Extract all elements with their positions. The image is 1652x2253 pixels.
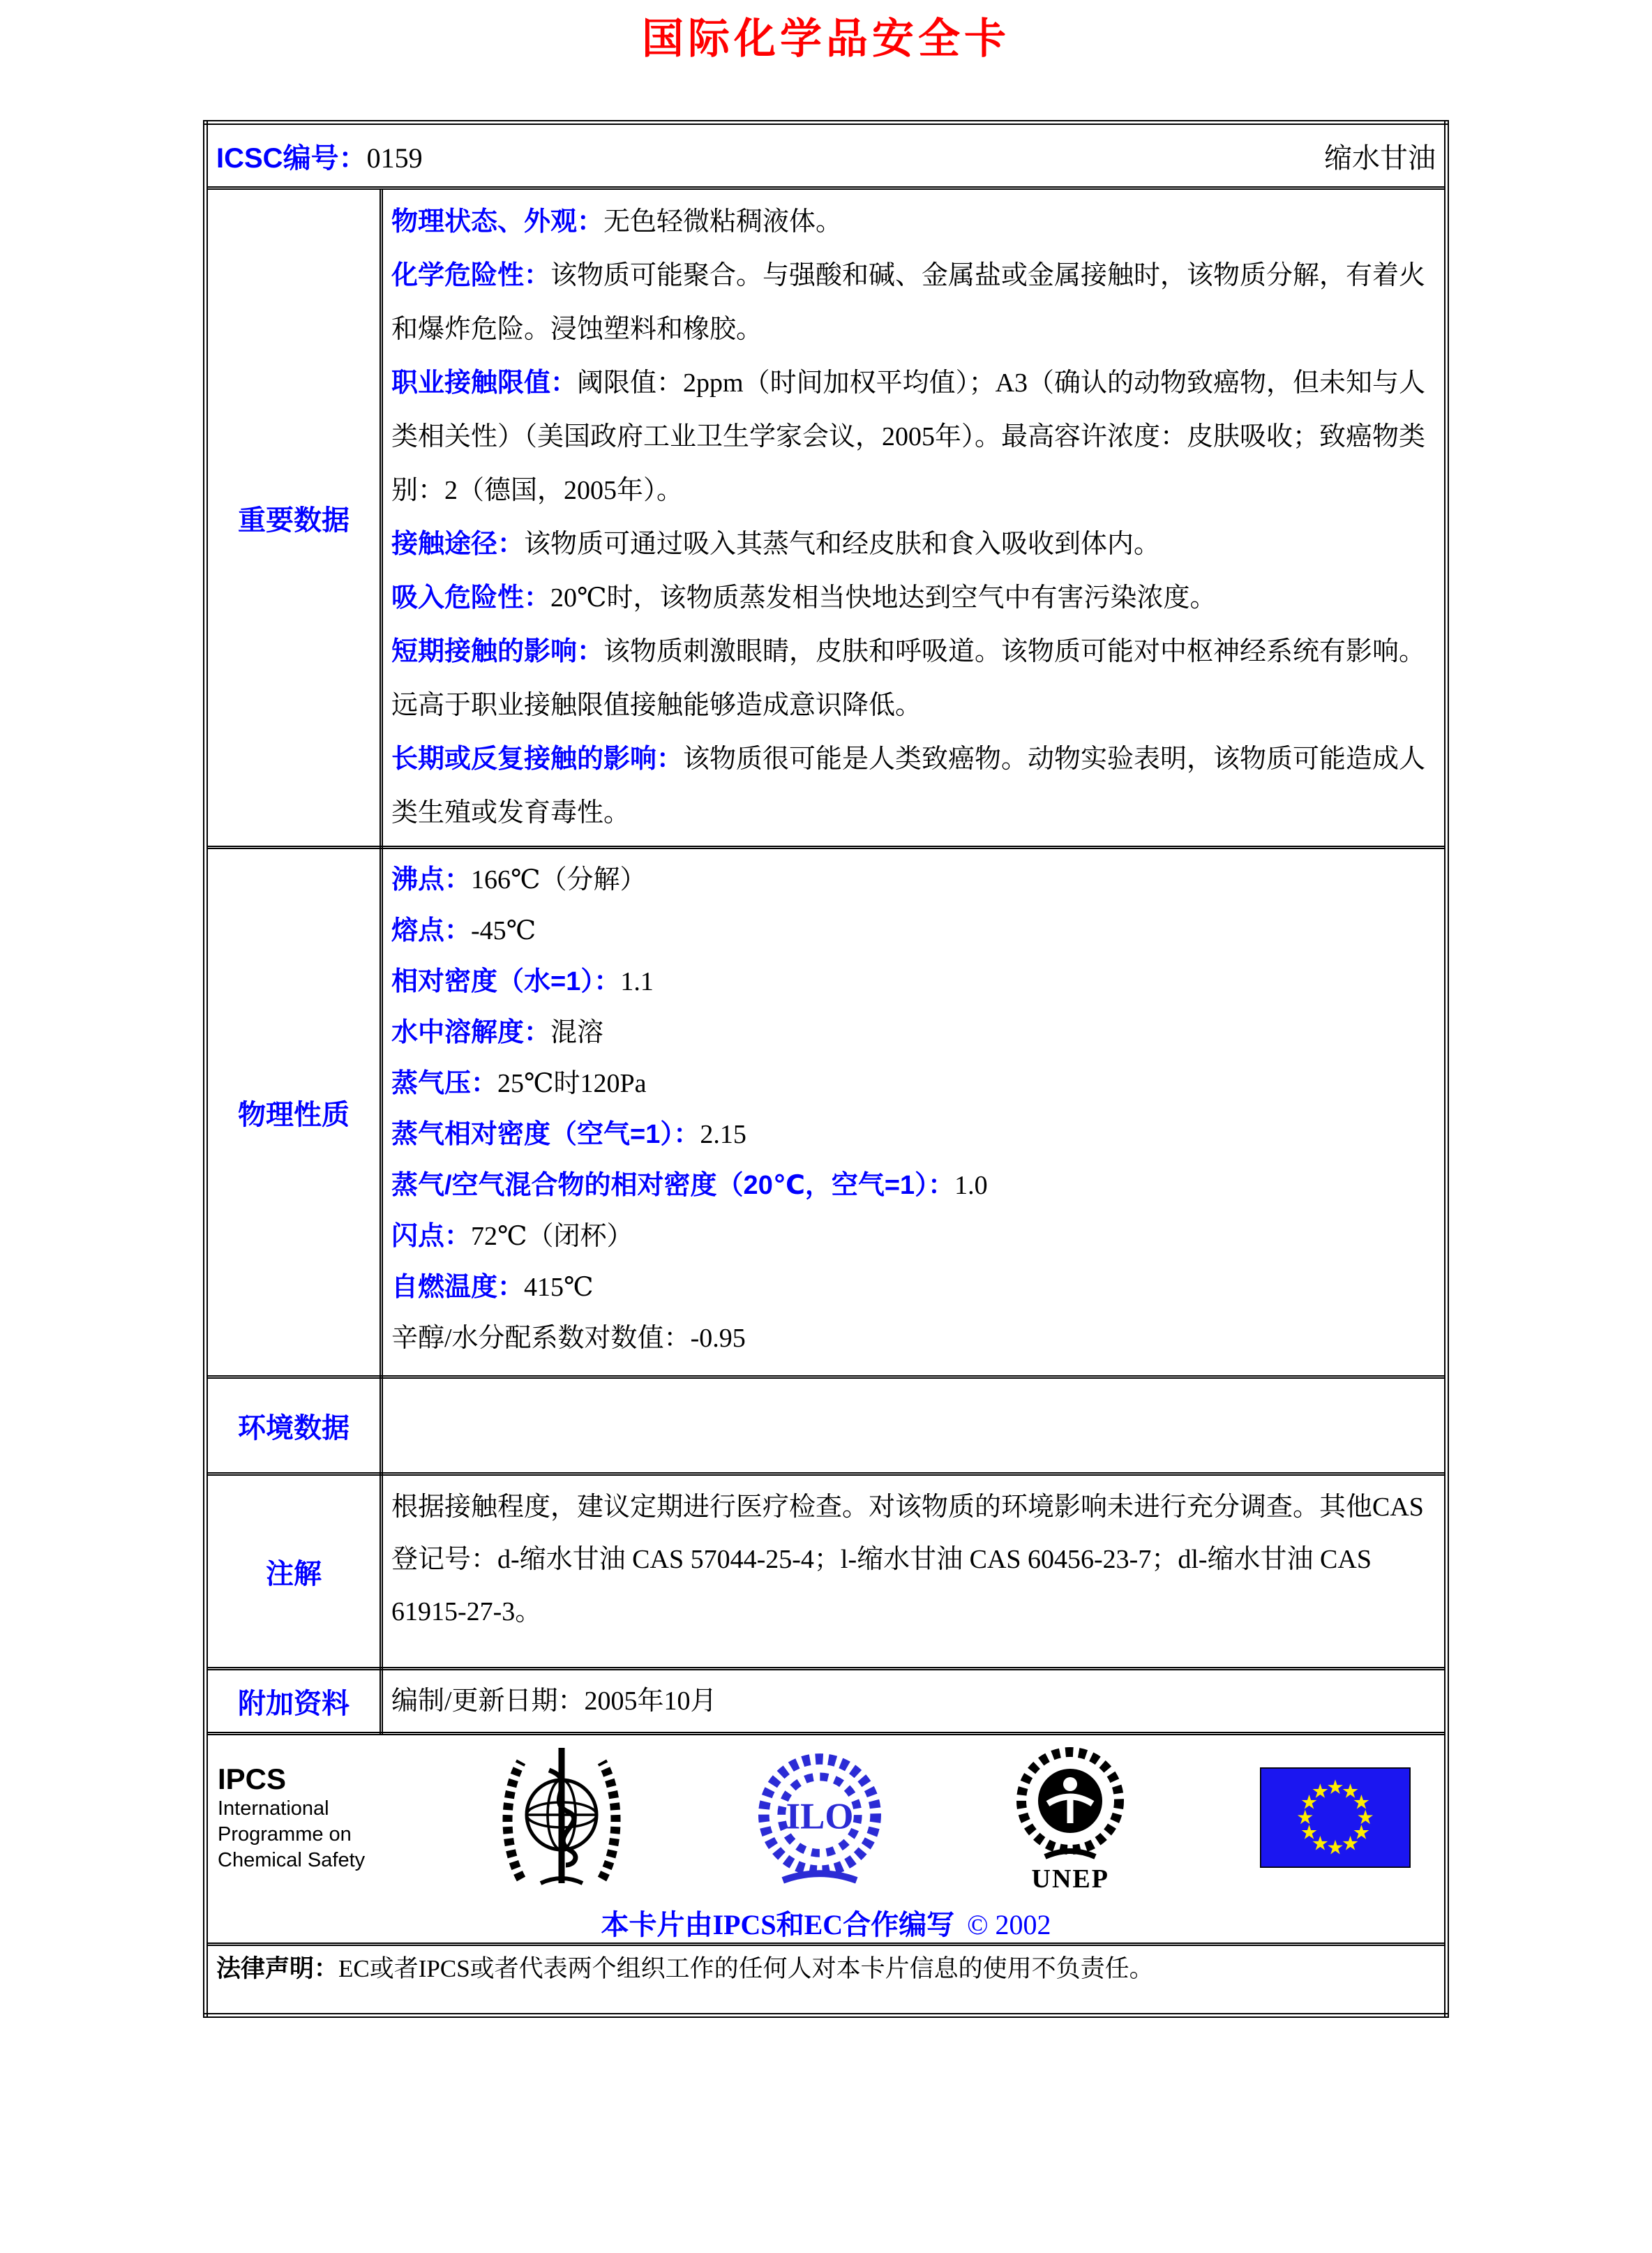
icsc-number [216, 136, 423, 176]
ilo-logo-icon [758, 1742, 881, 1893]
field-value: 415℃ [524, 1273, 594, 1302]
data-item [391, 1211, 1436, 1262]
field-label: 蒸气/空气混合物的相对密度（20℃，空气=1）： [391, 1171, 955, 1200]
important-data-row [206, 188, 1447, 848]
data-item [391, 518, 1436, 571]
field-value: 该物质可通过吸入其蒸气和经皮肤和食入吸收到体内。 [524, 530, 1161, 559]
field-value: 该物质可能聚合。与强酸和碱、金属盐或金属接触时，该物质分解，有着火和爆炸危险。浸蚀塑料和橡胶。 [391, 261, 1426, 344]
data-item [391, 1262, 1436, 1313]
field-label: 吸入危险性： [391, 583, 551, 613]
data-item [391, 1160, 1436, 1211]
field-label: 水中溶解度： [391, 1018, 551, 1047]
field-label: 蒸气压： [391, 1069, 498, 1098]
field-label: 熔点： [391, 916, 472, 945]
environment-data-row [206, 1377, 1447, 1474]
field-value: -45℃ [471, 916, 536, 945]
field-label: 相对密度（水=1）： [391, 967, 621, 996]
header-row [206, 123, 1447, 188]
section-label-important-data: 重要数据 [206, 188, 382, 848]
logos-cell [206, 1734, 1447, 1945]
field-label: 闪点： [391, 1222, 472, 1251]
field-label: 辛醇/水分配系数对数值： [391, 1324, 691, 1353]
icsc-number-label: ICSC编号： [216, 142, 367, 174]
field-label: 自燃温度： [391, 1273, 525, 1302]
section-label-environment-data: 环境数据 [206, 1377, 382, 1474]
logos-row [206, 1734, 1447, 1945]
unep-logo-text: UNEP [1031, 1864, 1109, 1894]
unep-logo-icon [1014, 1742, 1126, 1865]
field-label: 短期接触的影响： [391, 637, 604, 666]
data-item [391, 733, 1436, 840]
chemical-name: 缩水甘油 [1324, 142, 1436, 174]
data-item [391, 357, 1436, 518]
data-item [391, 906, 1436, 957]
data-item [391, 195, 1436, 249]
section-label-notes: 注解 [206, 1474, 382, 1669]
field-value: 混溶 [550, 1018, 604, 1047]
field-label: 职业接触限值： [391, 368, 578, 398]
field-value: 阈限值：2ppm（时间加权平均值）；A3（确认的动物致癌物，但未知与人类相关性）（美国政府工业卫生学家会议，2005年）。最高容许浓度：皮肤吸收；致癌物类别：2（德国，2005年）。 [391, 368, 1426, 505]
legal-row [206, 1945, 1447, 2016]
data-item [391, 1058, 1436, 1109]
ipcs-title: IPCS [218, 1762, 287, 1795]
data-item [391, 1313, 1436, 1364]
field-label: 物理状态、外观： [391, 207, 604, 237]
ipcs-subtitle-line: International [218, 1797, 329, 1820]
field-value: 1.0 [954, 1171, 988, 1200]
field-value: 166℃（分解） [471, 865, 647, 895]
footer-copyright: © 2002 [967, 1909, 1051, 1940]
field-value: 该物质很可能是人类致癌物。动物实验表明，该物质可能造成人类生殖或发育毒性。 [391, 744, 1426, 828]
data-item [391, 1008, 1436, 1058]
additional-info-row [206, 1669, 1447, 1734]
data-item [391, 1109, 1436, 1160]
icsc-card-table [203, 120, 1449, 2018]
footer-caption [208, 1903, 1444, 1943]
physical-properties-content [382, 848, 1447, 1377]
field-label: 蒸气相对密度（空气=1）： [391, 1120, 700, 1149]
ipcs-subtitle-line: Chemical Safety [218, 1848, 366, 1871]
field-value: -0.95 [690, 1324, 746, 1353]
ipcs-subtitle-line: Programme on [218, 1822, 352, 1846]
field-label: 接触途径： [391, 530, 525, 559]
field-value: 该物质刺激眼睛，皮肤和呼吸道。该物质可能对中枢神经系统有影响。远高于职业接触限值接触能够造成意识降低。 [391, 637, 1426, 720]
eu-flag-icon [1260, 1767, 1411, 1868]
data-item [391, 249, 1436, 357]
field-value: 72℃（闭杯） [471, 1222, 633, 1251]
data-item [391, 855, 1436, 906]
field-label: 化学危险性： [391, 261, 551, 290]
field-value: 2.15 [700, 1120, 746, 1149]
additional-info-content: 编制/更新日期：2005年10月 [382, 1669, 1447, 1734]
field-value: 无色轻微粘稠液体。 [603, 207, 843, 237]
notes-row [206, 1474, 1447, 1669]
field-label: 沸点： [391, 865, 472, 895]
section-label-additional-info: 附加资料 [206, 1669, 382, 1734]
notes-content: 根据接触程度，建议定期进行医疗检查。对该物质的环境影响未进行充分调查。其他CAS登记号：d-缩水甘油 CAS 57044-25-4；l-缩水甘油 CAS 60456-23-7；dl-缩水甘油 CAS 61915-27-3。 [382, 1474, 1447, 1669]
header-cell [206, 123, 1447, 188]
data-item [391, 957, 1436, 1008]
data-item [391, 625, 1436, 733]
ilo-logo-text: ILO [786, 1796, 853, 1837]
legal-label: 法律声明： [216, 1955, 339, 1982]
field-value: 20℃时，该物质蒸发相当快地达到空气中有害污染浓度。 [550, 583, 1217, 613]
field-value: 1.1 [620, 967, 654, 996]
icsc-number-value: 0159 [366, 142, 423, 174]
footer-caption-text: 本卡片由IPCS和EC合作编写 [601, 1909, 955, 1940]
ipcs-text-block [218, 1762, 365, 1873]
field-label: 长期或反复接触的影响： [391, 744, 684, 774]
field-value: 25℃时120Pa [497, 1069, 647, 1098]
unep-logo-block [1014, 1742, 1126, 1893]
legal-cell [206, 1945, 1447, 2016]
section-label-physical-properties: 物理性质 [206, 848, 382, 1377]
legal-text: EC或者IPCS或者代表两个组织工作的任何人对本卡片信息的使用不负责任。 [338, 1955, 1154, 1982]
data-item [391, 571, 1436, 625]
environment-data-content [382, 1377, 1447, 1474]
page-title: 国际化学品安全卡 [642, 15, 1010, 62]
physical-properties-row [206, 848, 1447, 1377]
who-logo-icon [499, 1742, 624, 1893]
important-data-content [382, 188, 1447, 848]
